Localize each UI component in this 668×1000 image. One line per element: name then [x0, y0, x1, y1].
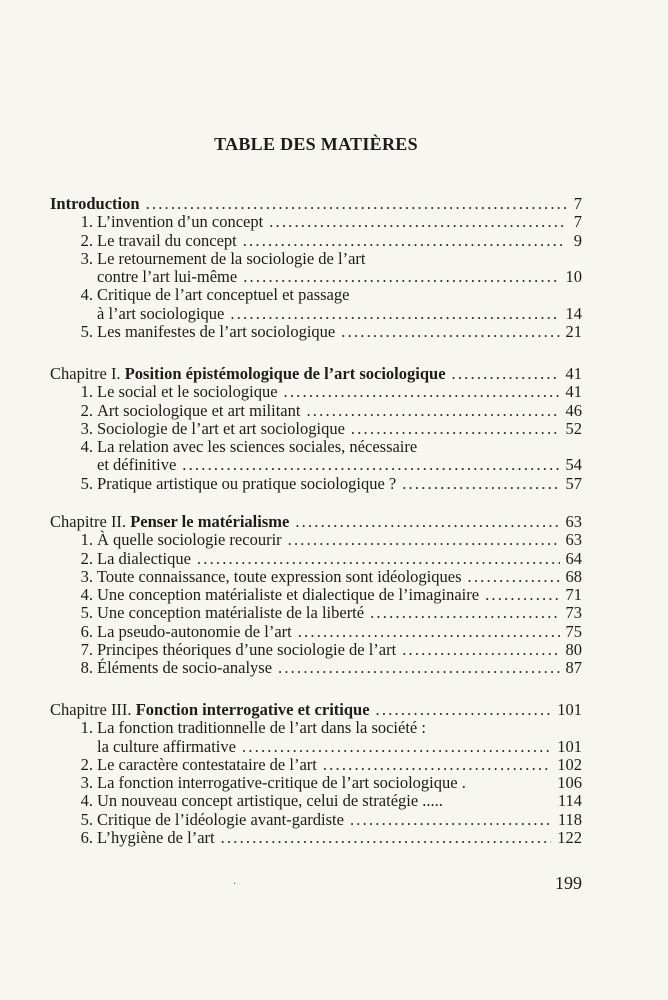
entry-title: Le retournement de la sociologie de l’art	[97, 248, 366, 268]
leader-dots	[350, 811, 552, 829]
toc-entry	[50, 756, 582, 774]
entry-title: La fonction traditionnelle de l’art dans la société :	[97, 718, 426, 738]
leader-dots	[376, 701, 552, 719]
page-ref: 52	[565, 418, 582, 438]
toc-section	[50, 701, 582, 847]
section-heading-title: Position épistémologique de l’art sociologique	[124, 364, 446, 383]
entry-title: Sociologie de l’art et art sociologique	[97, 418, 345, 438]
page-ref: 7	[573, 194, 582, 213]
page-ref: 101	[557, 736, 582, 756]
chapter-prefix: Chapitre II.	[50, 512, 127, 531]
entry-title: Une conception matérialiste et dialectique de l’imaginaire	[97, 585, 480, 605]
leader-dots	[452, 365, 560, 383]
toc-entry	[50, 792, 582, 810]
entry-title: la culture affirmative	[97, 736, 236, 756]
toc-entry	[50, 402, 582, 420]
leader-dots	[243, 232, 566, 250]
toc-section	[50, 365, 582, 493]
toc-entry	[50, 250, 582, 268]
entry-title: La dialectique	[97, 548, 191, 568]
entry-number	[50, 250, 97, 268]
entry-number-text: 4.	[80, 585, 93, 605]
page-ref: 122	[557, 828, 582, 848]
entry-title: À quelle sociologie recourir	[97, 530, 282, 550]
entry-number	[50, 756, 97, 774]
toc-entry-continuation	[50, 305, 582, 323]
entry-number-text: 1.	[80, 382, 93, 402]
entry-title: La pseudo-autonomie de l’art	[97, 621, 292, 641]
entry-title: L’invention d’un concept	[97, 212, 264, 232]
entry-number	[50, 232, 97, 250]
entry-number	[50, 213, 97, 231]
page-ref: 71	[565, 585, 582, 605]
entry-title: Toute connaissance, toute expression sont idéologiques	[97, 566, 462, 586]
entry-title: Éléments de socio-analyse	[97, 658, 273, 678]
page-ref: 101	[557, 700, 582, 719]
entry-title: Les manifestes de l’art sociologique	[97, 322, 336, 342]
leader-dots	[269, 213, 566, 231]
page-ref: 64	[565, 548, 582, 568]
leader-dots	[341, 323, 559, 341]
entry-number	[50, 438, 97, 456]
page-ref: 10	[565, 267, 582, 287]
page-ref: 75	[565, 621, 582, 641]
leader-dots	[370, 604, 559, 622]
leader-dots	[146, 195, 566, 213]
leader-dots	[351, 420, 560, 438]
entry-number	[50, 792, 97, 810]
entry-number-text: 5.	[80, 473, 93, 493]
toc-entry	[50, 323, 582, 341]
leader-dots	[402, 475, 559, 493]
entry-number-text: 2.	[80, 400, 93, 420]
page-ref: 114	[557, 791, 582, 811]
section-heading-title: Penser le matérialisme	[130, 512, 290, 531]
leader-dots	[468, 568, 560, 586]
entry-title: à l’art sociologique	[97, 303, 225, 323]
page-ref: 7	[573, 212, 582, 232]
entry-number	[50, 420, 97, 438]
page-ref: 41	[565, 364, 582, 383]
toc-entry	[50, 811, 582, 829]
leader-dots	[306, 402, 559, 420]
entry-title: contre l’art lui-même	[97, 267, 238, 287]
entry-number-text: 1.	[80, 718, 93, 738]
section-heading-text	[50, 365, 446, 383]
leader-dots	[197, 550, 560, 568]
toc-entry-continuation	[50, 738, 582, 756]
page-ref: 106	[557, 773, 582, 793]
chapter-prefix: Chapitre I.	[50, 364, 121, 383]
entry-title: Le travail du concept	[97, 230, 237, 250]
toc-entry	[50, 568, 582, 586]
entry-number	[50, 402, 97, 420]
section-heading	[50, 195, 582, 213]
entry-number	[50, 531, 97, 549]
entry-number-text: 2.	[80, 230, 93, 250]
leader-dots	[243, 268, 559, 286]
entry-title: Art sociologique et art militant	[97, 400, 301, 420]
toc-entry	[50, 286, 582, 304]
entry-title: et définitive	[97, 455, 177, 475]
page-ref: 57	[565, 473, 582, 493]
page-title: TABLE DES MATIÈRES	[214, 134, 418, 154]
entry-number	[50, 659, 97, 677]
entry-number-text: 1.	[80, 530, 93, 550]
entry-title: Pratique artistique ou pratique sociologique ?	[97, 473, 397, 493]
leader-dots	[284, 383, 560, 401]
page-ref: 63	[565, 530, 582, 550]
entry-number-text: 6.	[80, 828, 93, 848]
toc-entry-continuation	[50, 268, 582, 286]
entry-number-text: 1.	[80, 212, 93, 232]
toc-entry	[50, 774, 582, 792]
leader-dots	[323, 756, 551, 774]
entry-title: Critique de l’idéologie avant-gardiste	[97, 809, 344, 829]
section-heading	[50, 701, 582, 719]
leader-dots	[485, 586, 559, 604]
entry-number-text: 7.	[80, 640, 93, 660]
toc-entry	[50, 586, 582, 604]
page-ref: 14	[565, 303, 582, 323]
toc-entry	[50, 531, 582, 549]
entry-number	[50, 829, 97, 847]
toc-entry	[50, 641, 582, 659]
entry-number	[50, 719, 97, 737]
entry-number	[50, 623, 97, 641]
section-heading-title: Introduction	[50, 194, 140, 213]
entry-number-text: 8.	[80, 658, 93, 678]
entry-number-text: 3.	[80, 773, 93, 793]
entry-number-text: 5.	[80, 809, 93, 829]
section-heading-text	[50, 701, 370, 719]
entry-title: Critique de l’art conceptuel et passage	[97, 285, 350, 305]
leader-dots	[288, 531, 560, 549]
entry-number-text: 4.	[80, 437, 93, 457]
entry-number-text: 3.	[80, 418, 93, 438]
page-ref: 80	[565, 640, 582, 660]
page-ref: 68	[565, 566, 582, 586]
page-ref: 21	[565, 322, 582, 342]
toc-entry	[50, 420, 582, 438]
entry-number-text: 4.	[80, 791, 93, 811]
entry-number	[50, 774, 97, 792]
section-heading-text	[50, 195, 140, 213]
entry-title: La relation avec les sciences sociales, nécessaire	[97, 437, 418, 457]
entry-number	[50, 811, 97, 829]
entry-number	[50, 604, 97, 622]
toc-entry	[50, 604, 582, 622]
entry-number-text: 4.	[80, 285, 93, 305]
entry-number	[50, 286, 97, 304]
leader-dots	[182, 456, 559, 474]
entry-number	[50, 586, 97, 604]
toc-entry	[50, 829, 582, 847]
entry-number-text: 5.	[80, 603, 93, 623]
page-ref: 63	[565, 512, 582, 531]
chapter-prefix: Chapitre III.	[50, 700, 132, 719]
toc-entry	[50, 383, 582, 401]
entry-number	[50, 568, 97, 586]
entry-number-text: 5.	[80, 322, 93, 342]
toc-section	[50, 195, 582, 341]
entry-number	[50, 323, 97, 341]
entry-title: La fonction interrogative-critique de l’art sociologique .	[97, 773, 466, 793]
page-ref: 9	[573, 230, 582, 250]
toc-entry	[50, 475, 582, 493]
entry-number	[50, 550, 97, 568]
leader-dots	[402, 641, 559, 659]
page-number: 199	[555, 873, 582, 893]
section-heading	[50, 365, 582, 383]
toc-entry	[50, 659, 582, 677]
leader-dots	[278, 659, 559, 677]
toc-entry	[50, 550, 582, 568]
toc-entry	[50, 232, 582, 250]
page-ref: 46	[565, 400, 582, 420]
page-ref: 41	[565, 382, 582, 402]
entry-number	[50, 383, 97, 401]
print-speck: ·	[233, 879, 237, 890]
entry-number-text: 6.	[80, 621, 93, 641]
leader-dots	[221, 829, 552, 847]
page-ref: 54	[565, 455, 582, 475]
section-heading	[50, 513, 582, 531]
entry-number-text: 3.	[80, 566, 93, 586]
section-heading-text	[50, 513, 289, 531]
entry-title: Le social et le sociologique	[97, 382, 278, 402]
leader-dots	[298, 623, 560, 641]
entry-title: L’hygiène de l’art	[97, 828, 215, 848]
toc-entry	[50, 213, 582, 231]
entry-title: Une conception matérialiste de la liberté	[97, 603, 365, 623]
leader-dots	[242, 738, 551, 756]
page-ref: 87	[565, 658, 582, 678]
entry-number-text: 2.	[80, 548, 93, 568]
entry-number	[50, 641, 97, 659]
leader-dots	[295, 513, 559, 531]
entry-title: Un nouveau concept artistique, celui de stratégie .....	[97, 791, 443, 811]
page-ref: 118	[557, 809, 582, 829]
entry-title: Le caractère contestataire de l’art	[97, 754, 317, 774]
section-heading-title: Fonction interrogative et critique	[135, 700, 370, 719]
entry-number-text: 3.	[80, 248, 93, 268]
page-ref: 102	[557, 754, 582, 774]
toc-entry	[50, 623, 582, 641]
page-ref: 73	[565, 603, 582, 623]
entry-title: Principes théoriques d’une sociologie de l’art	[97, 640, 397, 660]
entry-number-text: 2.	[80, 754, 93, 774]
toc-entry	[50, 438, 582, 456]
toc-entry	[50, 719, 582, 737]
toc-section	[50, 513, 582, 678]
entry-number	[50, 475, 97, 493]
toc-entry-continuation	[50, 456, 582, 474]
leader-dots	[230, 305, 559, 323]
